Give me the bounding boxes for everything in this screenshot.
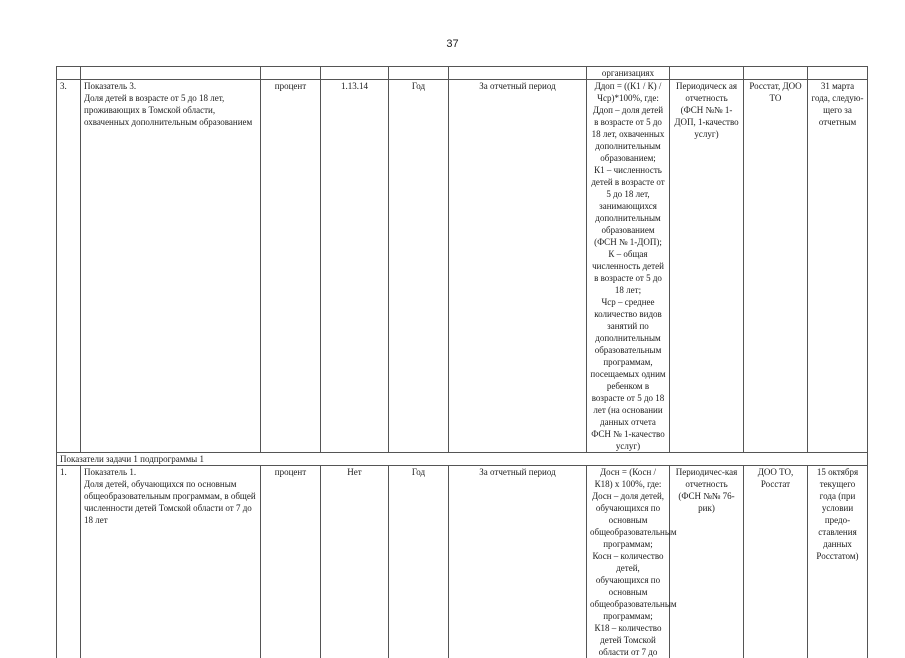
formula-line: К1 – численность детей в возрасте от 5 до 18 лет, занимающихся дополнительным образованием (ФСН № 1-ДОП); [590, 164, 666, 248]
page-number: 37 [0, 38, 905, 50]
source-method-cell: Периодическ ая отчетность (ФСН №№ 1-ДОП, 1-качество услуг) [670, 80, 744, 453]
section-header: Показатели задачи 1 подпрограммы 1 [57, 453, 868, 466]
formula-line: Косн – количество детей, обучающихся по основным общеобразовательным программам; [590, 550, 666, 622]
unit-cell: процент [261, 466, 321, 658]
code-cell: 1.13.14 [321, 80, 389, 453]
deadline-cell: 31 марта года, следую-щего за отчетным [808, 80, 868, 453]
unit-cell: процент [261, 80, 321, 453]
indicator-cell: Показатель 1. Доля детей, обучающихся по основным общеобразовательным программам, в общей численности детей Томской области от 7 до 18 лет [81, 466, 261, 658]
responsible-cell: ДОО ТО, Росстат [744, 466, 808, 658]
formula-line: К18 – количество детей Томской области от 7 до [590, 622, 666, 658]
periodicity-cell: Год [389, 80, 449, 453]
continuation-row [57, 67, 868, 80]
deadline-cell: 15 октября текущего года (при условии предо-ставления данных Росстатом) [808, 466, 868, 658]
indicator-cell: Показатель 3. Доля детей в возрасте от 5 до 18 лет, проживающих в Томской области, охваченных дополнительным образованием [81, 80, 261, 453]
formula-line: Ддоп = ((К1 / К) / Чср)*100%, где: [590, 80, 666, 104]
code-cell: Нет [321, 466, 389, 658]
formula-cell: организациях [587, 67, 670, 80]
table-row [57, 466, 868, 658]
period-cell: За отчетный период [449, 466, 587, 658]
row-number: 3. [57, 80, 81, 453]
formula-cell [587, 466, 670, 658]
formula-line: К – общая численность детей в возрасте от 5 до 18 лет; [590, 248, 666, 296]
row-number: 1. [57, 466, 81, 658]
source-method-cell: Периодичес-кая отчетность (ФСН №№ 76-рик) [670, 466, 744, 658]
formula-line: Досн – доля детей, обучающихся по основным общеобразовательным программам; [590, 490, 666, 550]
formula-cell [587, 80, 670, 453]
formula-line: Ддоп – доля детей в возрасте от 5 до 18 лет, охваченных дополнительным образованием; [590, 104, 666, 164]
periodicity-cell: Год [389, 466, 449, 658]
section-header-row [57, 453, 868, 466]
table-row [57, 80, 868, 453]
indicators-table [56, 66, 868, 658]
period-cell: За отчетный период [449, 80, 587, 453]
formula-line: Чср – среднее количество видов занятий по дополнительным образовательным программам, посещаемых одним ребенком в возрасте от 5 до 18 лет (на основании данных отчета ФСН № 1-качество услуг) [590, 296, 666, 452]
responsible-cell: Росстат, ДОО ТО [744, 80, 808, 453]
formula-line: Досн = (Косн / К18) х 100%, где: [590, 466, 666, 490]
